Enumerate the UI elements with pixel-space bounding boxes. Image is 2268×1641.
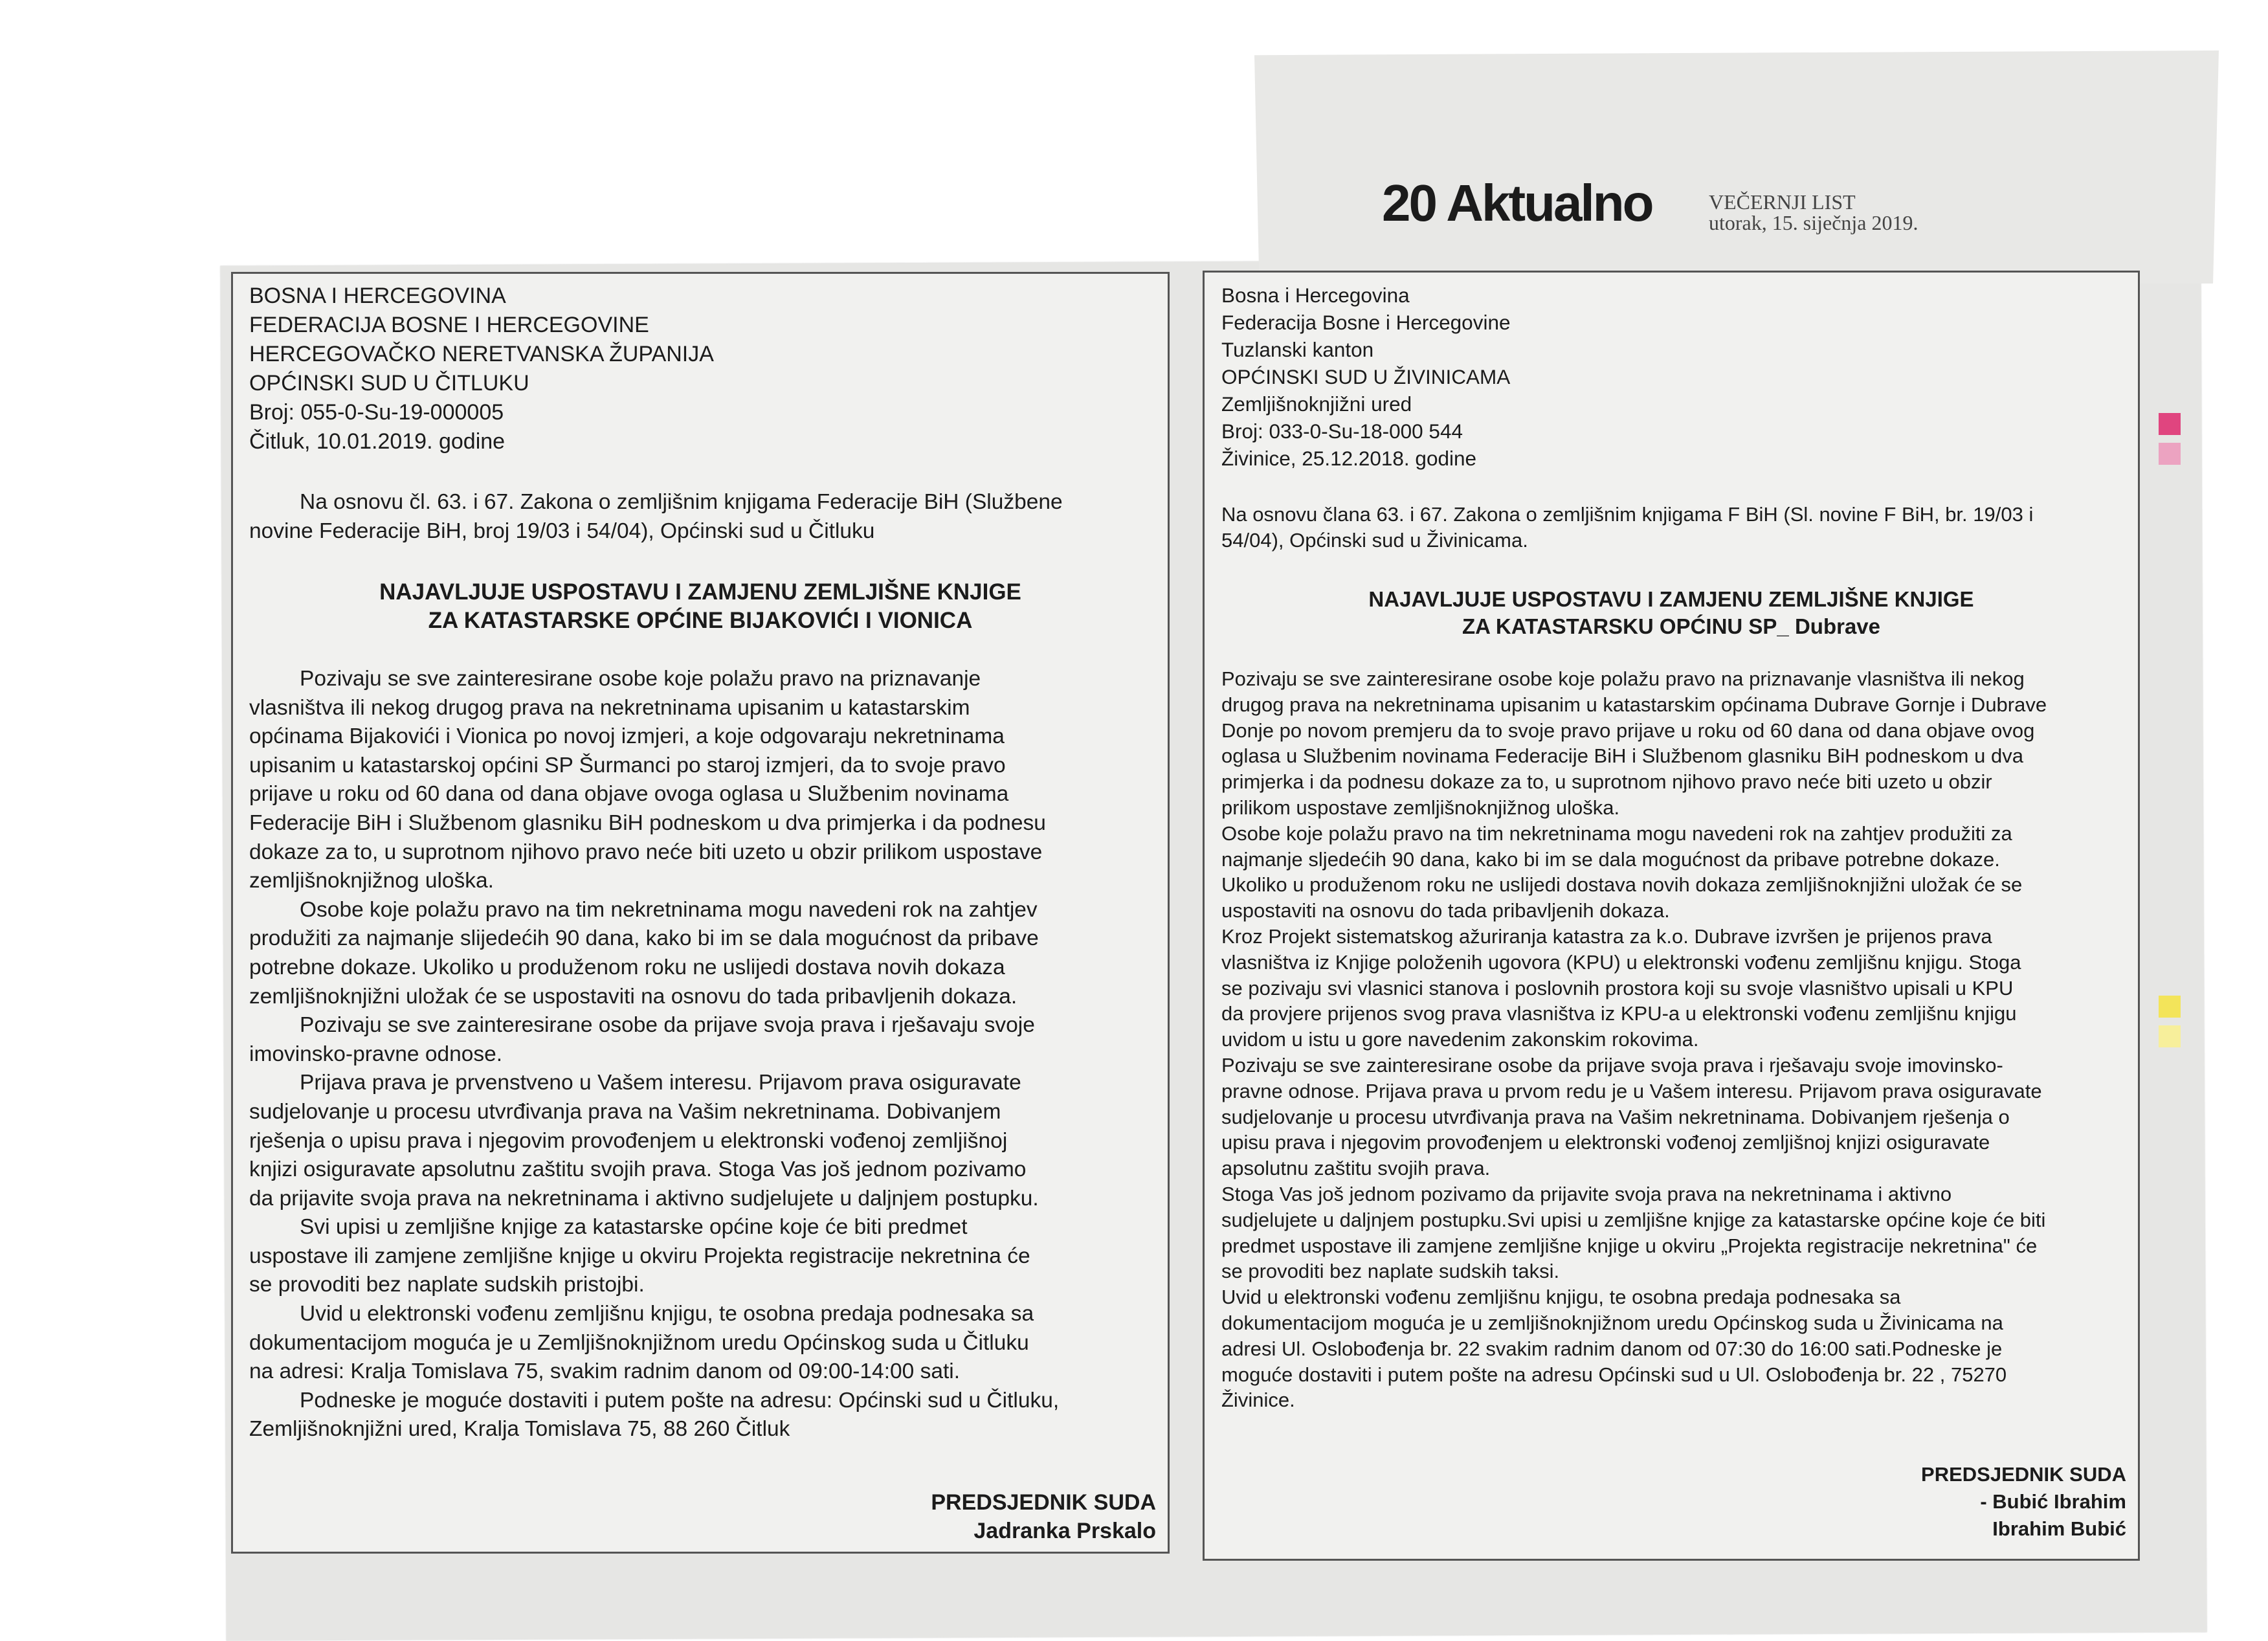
signature-name: Jadranka Prskalo [973,1519,1156,1543]
header-line: FEDERACIJA BOSNE I HERCEGOVINE [249,313,649,337]
body-line: dokumentacijom moguća je u Zemljišnoknjižnom uredu Općinskog suda u Čitluku [249,1330,1029,1355]
title-line: NAJAVLJUJE USPOSTAVU I ZAMJENU ZEMLJIŠNE KNJIGE [379,579,1021,605]
body-line: uvidom u istu u gore navedenim zakonskim rokovima. [1221,1028,1699,1051]
intro-line: 54/04), Općinski sud u Živinicama. [1221,529,1528,552]
signature-name: Ibrahim Bubić [1992,1517,2126,1540]
notice-body [249,665,1059,1444]
body-line: Pozivaju se sve zainteresirane osobe da prijave svoja prava i rješavaju svoje imovinsko- [1221,1053,2003,1077]
body-line: upisu prava i njegovim provođenjem u elektronski vođenoj zemljišnoj knjizi osiguravate [1221,1131,1990,1154]
body-line: Osobe koje polažu pravo na tim nekretninama mogu navedeni rok na zahtjev [300,897,1038,922]
body-line: sudjelovanje u procesu utvrđivanja prava na Vašim nekretninama. Dobivanjem [249,1099,1001,1124]
body-line: Ukoliko u produženom roku ne uslijedi dostava novih dokaza zemljišnoknjižni uložak će se [1221,873,2023,897]
body-line: oglasa u Službenim novinama Federacije BiH i Službenom glasniku BiH podneskom u dva [1221,744,2023,768]
body-line: se provoditi bez naplate sudskih pristojbi. [249,1273,645,1297]
notice-header [1221,282,1511,472]
body-line: sudjelujete u daljnjem postupku.Svi upisi u zemljišne knjige za katastarske općine koje će biti [1221,1208,2046,1231]
header-line: Zemljišnoknjižni ured [1221,392,1412,416]
body-line: upisanim u katastarskoj općini SP Šurmanci po staroj izmjeri, da to svoje pravo [249,753,1006,777]
signature-block [931,1488,1156,1545]
body-line: dokaze za to, u suprotnom njihovo pravo neće biti uzeto u obzir prilikom uspostave [249,840,1043,864]
body-line: uspostaviti na osnovu do tada pribavljenih dokaza. [1221,899,1670,922]
title-line: NAJAVLJUJE USPOSTAVU I ZAMJENU ZEMLJIŠNE KNJIGE [1368,587,1974,611]
header-line: OPĆINSKI SUD U ČITLUKU [249,371,529,396]
body-line: pravne odnose. Prijava prava u prvom redu je u Vašem interesu. Prijavom prava osiguravate [1221,1079,2042,1102]
body-line: općinama Bijakovići i Vionica po novoj izmjeri, a koje odgovaraju nekretninama [249,724,1005,749]
signature-title: PREDSJEDNIK SUDA [931,1490,1156,1515]
header-line: Tuzlanski kanton [1221,338,1374,361]
title-line: ZA KATASTARSKE OPĆINE BIJAKOVIĆI I VIONICA [428,608,973,633]
notice-intro [1221,502,2033,553]
paper-date: utorak, 15. siječnja 2019. [1709,211,1918,234]
paper-info [1709,192,1918,233]
body-line: najmanje sljedećih 90 dana, kako bi im se dala mogućnost da pribave potrebne dokaze. [1221,847,2000,871]
body-line: primjerka i da podnesu dokaze za to, u suprotnom njihovo pravo neće biti uzeto u obzir [1221,770,1992,794]
title-line: ZA KATASTARSKU OPĆINU SP_ Dubrave [1462,614,1880,638]
body-line: imovinsko-pravne odnose. [249,1042,503,1066]
notice-intro [249,487,1063,546]
body-line: apsolutnu zaštitu svojih prava. [1221,1157,1491,1180]
intro-line: novine Federacije BiH, broj 19/03 i 54/04), Općinski sud u Čitluku [249,519,875,543]
body-line: Kroz Projekt sistematskog ažuriranja katastra za k.o. Dubrave izvršen je prijenos prava [1221,924,1992,948]
body-line: vlasništva iz Knjige položenih ugovora (KPU) u elektronski vođenu zemljišnu knjigu. Stoga [1221,950,2021,974]
body-line: se pozivaju svi vlasnici stanova i poslovnih prostora koji su svoje vlasništvo upisali u KPU [1221,976,2014,999]
place-date: Živinice, 25.12.2018. godine [1221,447,1477,470]
registration-mark-magenta [2159,413,2181,435]
case-number: Broj: 033-0-Su-18-000 544 [1221,419,1463,443]
body-line: da prijavite svoja prava na nekretninama i aktivno sudjelujete u daljnjem postupku. [249,1186,1039,1211]
body-line: adresi Ul. Oslobođenja br. 22 svakim radnim danom od 07:30 do 16:00 sati.Podneske je [1221,1337,2003,1360]
body-line: Uvid u elektronski vođenu zemljišnu knjigu, te osobna predaja podnesaka sa [1221,1286,1901,1309]
body-line: Zemljišnoknjižni ured, Kralja Tomislava 75, 88 260 Čitluk [249,1417,790,1442]
body-line: Uvid u elektronski vođenu zemljišnu knjigu, te osobna predaja podnesaka sa [300,1302,1034,1326]
body-line: prijave u roku od 60 dana od dana objave ovoga oglasa u Službenim novinama [249,782,1009,807]
intro-line: Na osnovu čl. 63. i 67. Zakona o zemljišnim knjigama Federacije BiH (Službene [300,490,1063,514]
body-line: Pozivaju se sve zainteresirane osobe da prijave svoja prava i rješavaju svoje [300,1013,1035,1038]
signature-block [1921,1461,2126,1543]
body-line: da provjere prijenos svog prava vlasništva iz KPU-a u elektronski vođenu zemljišnu knjigu [1221,1002,2017,1025]
notice-header [249,282,714,456]
body-line: rješenja o upisu prava i njegovim provođenjem u elektronski vođenoj zemljišnoj [249,1128,1008,1153]
header-line: Federacija Bosne i Hercegovine [1221,311,1511,334]
body-line: zemljišnoknjižni uložak će se uspostaviti na osnovu do tada pribavljenih dokaza. [249,984,1017,1009]
body-line: predmet uspostave ili zamjene zemljišne knjige u okviru „Projekta registracije nekretnina" će [1221,1234,2038,1257]
body-line: Živinice. [1221,1389,1295,1412]
body-line: moguće dostaviti i putem pošte na adresu Općinski sud u Ul. Oslobođenja br. 22 , 75270 [1221,1363,2007,1386]
notice-zivinice [1203,271,2140,1561]
body-line: vlasništva ili nekog drugog prava na nekretninama upisanim u katastarskim [249,695,970,720]
body-line: Osobe koje polažu pravo na tim nekretninama mogu navedeni rok na zahtjev produžiti za [1221,821,2012,845]
registration-mark-yellow [2159,996,2181,1018]
registration-mark-yellow-light [2159,1025,2181,1047]
notice-body [1221,666,2047,1413]
place-date: Čitluk, 10.01.2019. godine [249,429,506,454]
header-line: Bosna i Hercegovina [1221,284,1410,307]
newspaper-header-strip [1254,50,2219,284]
body-line: produžiti za najmanje slijedećih 90 dana, kako bi im se dala mogućnost da pribave [249,926,1039,951]
body-line: se provoditi bez naplate sudskih taksi. [1221,1260,1560,1283]
body-line: Federacije BiH i Službenom glasniku BiH podneskom u dva primjerka i da podnesu [249,810,1046,835]
body-line: zemljišnoknjižnog uloška. [249,869,494,893]
notice-citluk [231,272,1170,1554]
body-line: Svi upisi u zemljišne knjige za katastarske općine koje će biti predmet [300,1215,968,1240]
body-line: dokumentacijom moguća je u zemljišnoknjižnom uredu Općinskog suda u Živinicama na [1221,1311,2003,1334]
case-number: Broj: 055-0-Su-19-000005 [249,400,504,425]
paper-name: VEČERNJI LIST [1709,190,1856,214]
header-line: HERCEGOVAČKO NERETVANSKA ŽUPANIJA [249,342,714,366]
body-line: Stoga Vas još jednom pozivamo da prijavite svoja prava na nekretninama i aktivno [1221,1182,1952,1205]
page-title: 20 Aktualno [1382,174,1652,232]
notice-title [233,578,1168,635]
body-line: na adresi: Kralja Tomislava 75, svakim radnim danom od 09:00-14:00 sati. [249,1359,961,1384]
body-line: knjizi osiguravate apsolutnu zaštitu svojih prava. Stoga Vas još jednom pozivamo [249,1157,1027,1182]
body-line: uspostave ili zamjene zemljišne knjige u okviru Projekta registracije nekretnina će [249,1244,1030,1268]
body-line: potrebne dokaze. Ukoliko u produženom roku ne uslijedi dostava novih dokaza [249,955,1005,979]
header-line: OPĆINSKI SUD U ŽIVINICAMA [1221,365,1511,388]
body-line: Pozivaju se sve zainteresirane osobe koje polažu pravo na priznavanje [300,667,981,691]
body-line: prilikom uspostave zemljišnoknjižnog uloška. [1221,796,1620,819]
body-line: sudjelovanje u procesu utvrđivanja prava na Vašim nekretninama. Dobivanjem rješenja o [1221,1105,2010,1128]
body-line: Podneske je moguće dostaviti i putem pošte na adresu: Općinski sud u Čitluku, [300,1388,1060,1412]
header-line: BOSNA I HERCEGOVINA [249,284,506,308]
signature-name: - Bubić Ibrahim [1980,1490,2126,1513]
registration-mark-pink [2159,443,2181,465]
body-line: drugog prava na nekretninama upisanim u katastarskim općinama Dubrave Gornje i Dubrave [1221,693,2047,716]
body-line: Donje po novom premjeru da to svoje pravo prijave u roku od 60 dana od dana objave ovog [1221,719,2035,742]
notice-title [1205,586,2138,640]
body-line: Pozivaju se sve zainteresirane osobe koje polažu pravo na priznavanje vlasništva ili nekog [1221,667,2025,690]
intro-line: Na osnovu člana 63. i 67. Zakona o zemljišnim knjigama F BiH (Sl. novine F BiH, br. 19/03 i [1221,503,2034,526]
body-line: Prijava prava je prvenstveno u Vašem interesu. Prijavom prava osiguravate [300,1071,1021,1095]
signature-title: PREDSJEDNIK SUDA [1921,1463,2126,1486]
